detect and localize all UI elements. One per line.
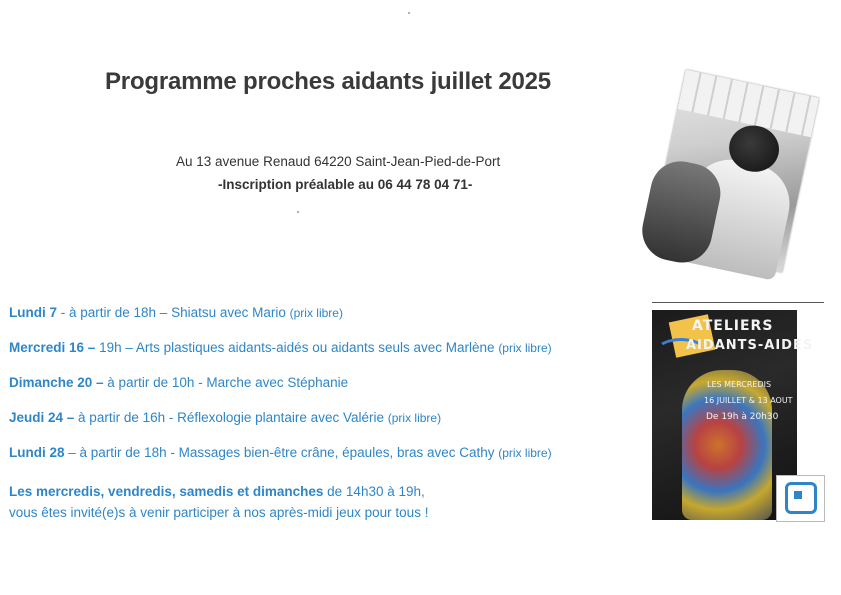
program-item [9,410,441,425]
closing-line-1 [9,481,428,502]
program-item [9,375,348,390]
closing-line-2: vous êtes invité(e)s à venir participer à nos après-midi jeux pour tous ! [9,505,429,520]
program-day: Mercredi 16 – [9,340,96,355]
painted-hand-image [682,370,772,520]
program-price-note: (prix libre) [498,446,552,460]
program-activity: à partir de 16h - Réflexologie plantaire avec Valérie [74,410,388,425]
program-day: Dimanche 20 – [9,375,104,390]
program-price-note: (prix libre) [498,341,552,355]
poster-dates: 16 JUILLET & 13 AOUT [704,396,793,405]
inscription-text: -Inscription préalable au 06 44 78 04 71- [218,177,473,192]
program-day: Lundi 7 [9,305,57,320]
scan-speck [297,211,299,213]
page-title: Programme proches aidants juillet 2025 [105,68,551,95]
program-day: Jeudi 24 – [9,410,75,425]
poster-hours: De 19h à 20h30 [706,412,779,422]
poster-title: ATELIERS [692,318,774,334]
qr-center-icon [794,491,802,499]
program-day: Lundi 28 [9,445,65,460]
program-activity: 19h – Arts plastiques aidants-aidés ou aidants seuls avec Marlène [95,340,499,355]
program-price-note: (prix libre) [289,306,343,320]
divider-line [652,302,824,303]
qr-code [776,475,825,522]
poster-subtitle: AIDANTS-AIDES [686,338,814,353]
program-item [9,305,343,320]
closing-hours: de 14h30 à 19h, [323,484,425,499]
program-activity: à partir de 10h - Marche avec Stéphanie [103,375,349,390]
program-activity: - à partir de 18h – Shiatsu avec Mario [57,305,290,320]
program-price-note: (prix libre) [387,411,442,425]
closing-text [9,481,428,523]
program-item [9,340,552,355]
closing-days: Les mercredis, vendredis, samedis et dimanches [9,484,324,499]
address-text: Au 13 avenue Renaud 64220 Saint-Jean-Pied-de-Port [176,154,501,169]
program-item [9,445,552,460]
program-activity: – à partir de 18h - Massages bien-être crâne, épaules, bras avec Cathy [64,445,499,460]
poster-days: LES MERCREDIS [707,380,772,389]
scan-speck [408,12,410,14]
caregiver-photo [649,70,819,272]
